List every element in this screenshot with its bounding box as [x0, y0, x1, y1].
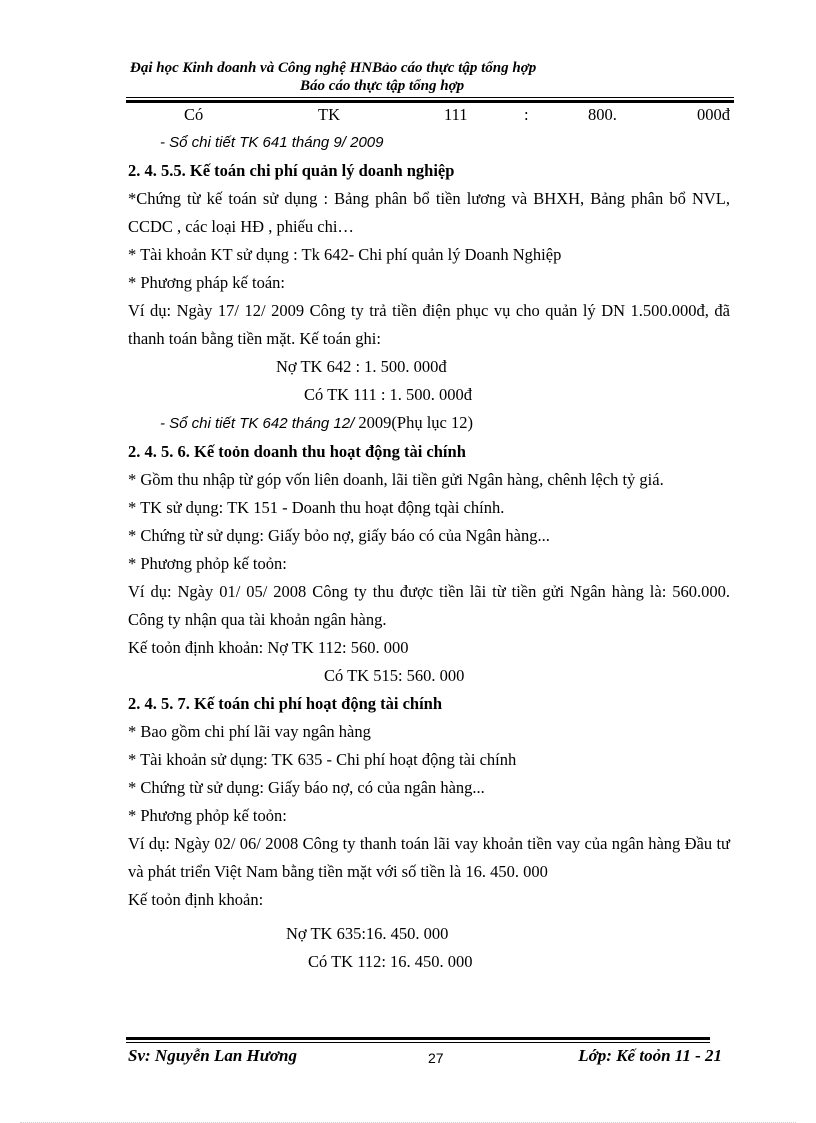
paragraph: * Tài khoản KT sử dụng : Tk 642- Chi phí quản lý Doanh Nghiệp [128, 245, 562, 264]
ledger-reference-text: - Sổ chi tiết TK 642 tháng 12/ [160, 415, 355, 432]
footer-rule-thick [126, 1037, 710, 1040]
entry-cell: 000đ [697, 105, 730, 124]
journal-entry-debit: Nợ TK 642 : 1. 500. 000đ [276, 357, 447, 376]
entry-cell: 800. [588, 105, 617, 124]
document-body [128, 101, 730, 976]
paragraph: * Phương phỏp kế toỏn: [128, 554, 287, 573]
header-title: Đại học Kinh doanh và Công nghệ HNBảo cáo thực tập tổng hợp [130, 60, 537, 76]
entry-cell: TK [318, 105, 340, 124]
footer-student-name: Sv: Nguyễn Lan Hương [128, 1046, 298, 1065]
paragraph: * Gồm thu nhập từ góp vốn liên doanh, lãi tiền gửi Ngân hàng, chênh lệch tỷ giá. [128, 470, 664, 489]
ledger-reference [128, 409, 730, 438]
paragraph: Ví dụ: Ngày 17/ 12/ 2009 Công ty trả tiền điện phục vụ cho quản lý DN 1.500.000đ, đã thanh toán bằng tiền mặt. Kế toán ghi: [128, 301, 730, 348]
journal-entry-debit: Nợ TK 635:16. 450. 000 [286, 924, 449, 943]
journal-entry-credit: Có TK 111 : 1. 500. 000đ [304, 385, 473, 404]
paragraph: * Bao gồm chi phí lãi vay ngân hàng [128, 722, 371, 741]
paragraph: Kế toỏn định khoản: [128, 890, 264, 909]
paragraph: Kế toỏn định khoản: Nợ TK 112: 560. 000 [128, 638, 409, 657]
section-heading-5-6: 2. 4. 5. 6. Kế toỏn doanh thu hoạt động tài chính [128, 442, 466, 461]
journal-entry-credit: Có TK 112: 16. 450. 000 [308, 952, 473, 971]
header-rule-thin [126, 97, 734, 98]
paragraph: * Chứng từ sử dụng: Giấy báo nợ, có của ngân hàng... [128, 778, 485, 797]
paragraph: * Phương pháp kế toán: [128, 273, 285, 292]
section-heading-5-7: 2. 4. 5. 7. Kế toán chi phí hoạt động tài chính [128, 694, 443, 713]
section-heading-5-5: 2. 4. 5.5. Kế toán chi phí quản lý doanh nghiệp [128, 161, 455, 180]
page-number: 27 [428, 1050, 444, 1066]
paragraph: * Tài khoản sử dụng: TK 635 - Chi phí hoạt động tài chính [128, 750, 517, 769]
entry-cell: Có [184, 105, 204, 124]
footer-class: Lớp: Kế toỏn 11 - 21 [578, 1046, 722, 1065]
entry-cell: 111 [444, 105, 468, 124]
paragraph: Ví dụ: Ngày 01/ 05/ 2008 Công ty thu được tiền lãi từ tiền gửi Ngân hàng là: 560.000. Công ty nhận qua tài khoản ngân hàng. [128, 582, 730, 629]
paragraph: * Phương phỏp kế toỏn: [128, 806, 287, 825]
ledger-reference-tail: 2009(Phụ lục 12) [354, 413, 473, 432]
paragraph: *Chứng từ kế toán sử dụng : Bảng phân bổ tiền lương và BHXH, Bảng phân bổ NVL, CCDC , các loại HĐ , phiếu chi… [128, 189, 730, 236]
header-subtitle: Báo cáo thực tập tổng hợp [300, 78, 465, 94]
paragraph: Ví dụ: Ngày 02/ 06/ 2008 Công ty thanh toán lãi vay khoản tiền vay của ngân hàng Đầu tư và phát triển Việt Nam bằng tiền mặt với số tiền là 16. 450. 000 [128, 834, 730, 881]
journal-entry-credit: Có TK 515: 560. 000 [324, 666, 465, 685]
entry-cell: : [524, 105, 529, 124]
entry-row-credit-111 [128, 101, 730, 129]
paragraph: * TK sử dụng: TK 151 - Doanh thu hoạt động tqài chính. [128, 498, 505, 517]
ledger-reference: - Sổ chi tiết TK 641 tháng 9/ 2009 [160, 134, 384, 151]
footer-rule-thin [126, 1042, 710, 1043]
paragraph: * Chứng từ sử dụng: Giấy bỏo nợ, giấy báo có của Ngân hàng... [128, 526, 550, 545]
